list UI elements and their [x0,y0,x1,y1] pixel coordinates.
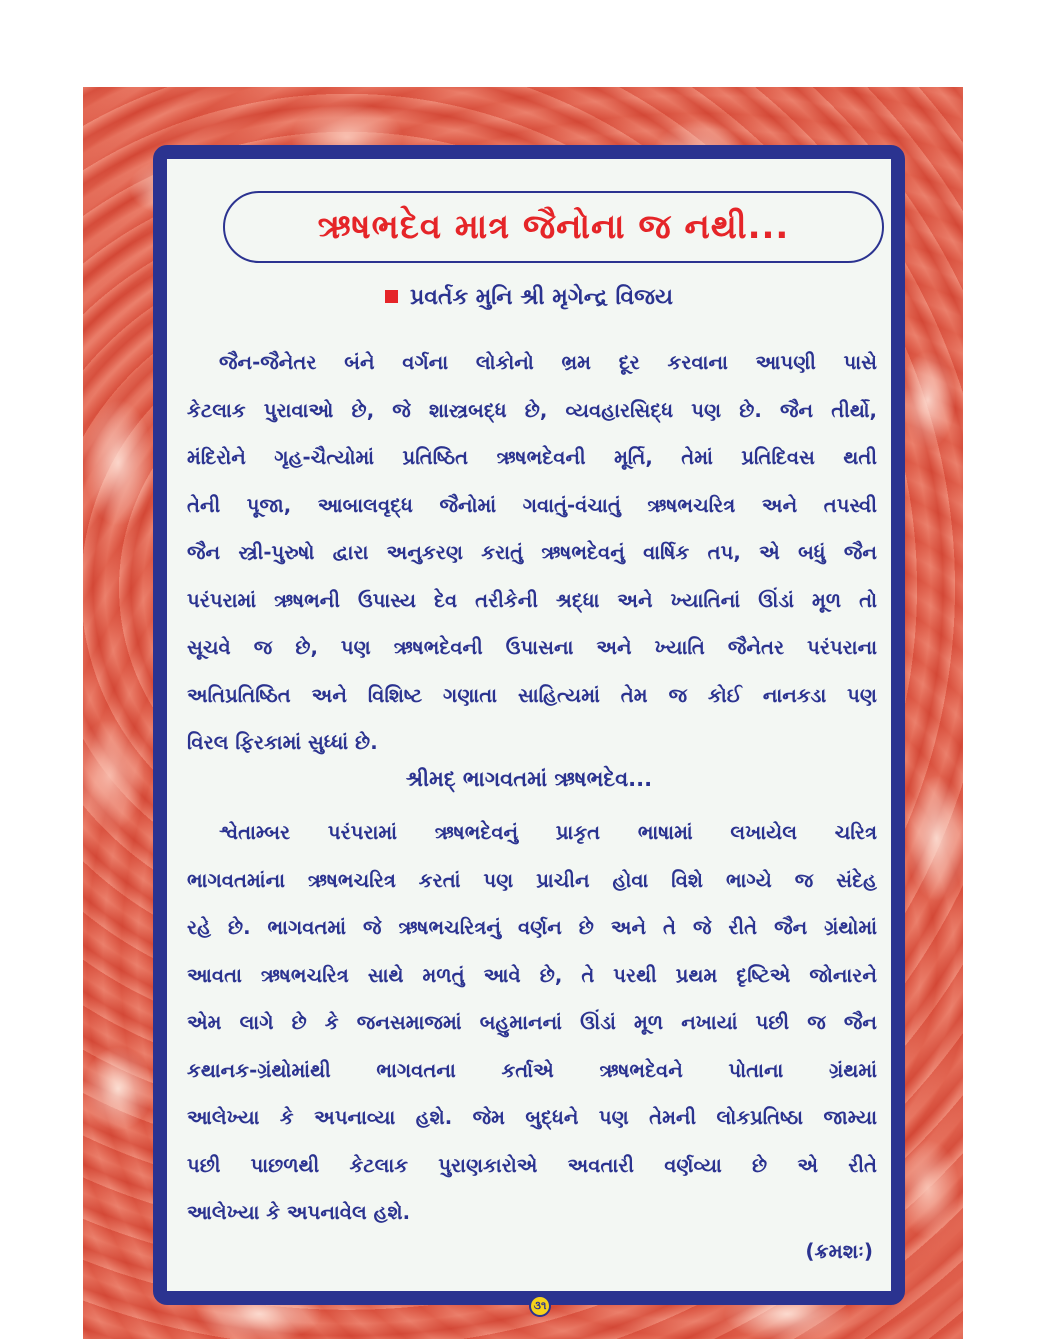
text-line: આલેખ્યા કે અપનાવેલ હશે. [187,1201,411,1224]
paragraph-1 [187,339,877,767]
continued-label: (ક્રમશઃ) [805,1239,873,1263]
text-line: એમ લાગે છે કે જનસમાજમાં બહુમાનનાં ઊંડાં મૂળ નખાયાં પછી જ જૈન [187,1011,877,1034]
text-line: સૂચવે જ છે, પણ ઋષભદેવની ઉપાસના અને ખ્યાતિ જૈનેતર પરંપરાના [187,636,877,659]
text-line: જૈન સ્ત્રી-પુરુષો દ્વારા અનુકરણ કરાતું ઋષભદેવનું વાર્ષિક તપ, એ બધું જૈન [187,541,877,564]
section-subheading: શ્રીમદ્ ભાગવતમાં ઋષભદેવ... [405,767,653,791]
text-line: મંદિરોને ગૃહ-ચૈત્યોમાં પ્રતિષ્ઠિત ઋષભદેવની મૂર્તિ, તેમાં પ્રતિદિવસ થતી [187,446,877,469]
text-line: અતિપ્રતિષ્ઠિત અને વિશિષ્ટ ગણાતા સાહિત્યમાં તેમ જ કોઈ નાનકડા પણ [187,683,877,707]
author-name: પ્રવર્તક મુનિ શ્રી મૃગેન્દ્ર વિજય [410,285,673,310]
text-line: પરંપરામાં ઋષભની ઉપાસ્ય દેવ તરીકેની શ્રદ્ધા અને ખ્યાતિનાં ઊંડાં મૂળ તો [187,588,877,612]
text-line: કેટલાક પુરાવાઓ છે, જે શાસ્ત્રબદ્ધ છે, વ્યવહારસિદ્ધ પણ છે. જૈન તીર્થો, [187,398,877,422]
text-line: તેની પૂજા, આબાલવૃદ્ધ જૈનોમાં ગવાતું-વંચાતું ઋષભચરિત્ર અને તપસ્વી [187,493,877,517]
text-line: આલેખ્યા કે અપનાવ્યા હશે. જેમ બુદ્ધને પણ તેમની લોકપ્રતિષ્ઠા જામ્યા [187,1106,877,1129]
text-line: કથાનક-ગ્રંથોમાંથી ભાગવતના કર્તાએ ઋષભદેવને પોતાના ગ્રંથમાં [187,1058,877,1082]
title-banner [223,191,884,263]
author-byline [167,285,891,310]
page-title: ઋષભદેવ માત્ર જૈનોના જ નથી... [317,207,790,247]
text-line: પછી પાછળથી કેટલાક પુરાણકારોએ અવતારી વર્ણવ્યા છે એ રીતે [187,1153,877,1177]
text-line: રહે છે. ભાગવતમાં જે ઋષભચરિત્રનું વર્ણન છે અને તે જે રીતે જૈન ગ્રંથોમાં [187,916,877,939]
paragraph-2 [187,809,877,1237]
page-number-badge: ૩૧ [529,1295,551,1317]
text-line: ભાગવતમાંના ઋષભચરિત્ર કરતાં પણ પ્રાચીન હોવા વિશે ભાગ્યે જ સંદેહ [187,868,877,892]
text-line: આવતા ઋષભચરિત્ર સાથે મળતું આવે છે, તે પરથી પ્રથમ દૃષ્ટિએ જોનારને [187,963,877,987]
text-line: જૈન-જૈનેતર બંને વર્ગના લોકોનો ભ્રમ દૂર કરવાના આપણી પાસે [219,351,877,374]
text-line: શ્વેતામ્બર પરંપરામાં ઋષભદેવનું પ્રાકૃત ભાષામાં લખાયેલ ચરિત્ર [219,821,877,844]
square-bullet-icon [385,290,398,303]
content-frame [153,145,905,1312]
text-line: વિરલ ફિરકામાં સુધ્ધાં છે. [187,731,378,754]
